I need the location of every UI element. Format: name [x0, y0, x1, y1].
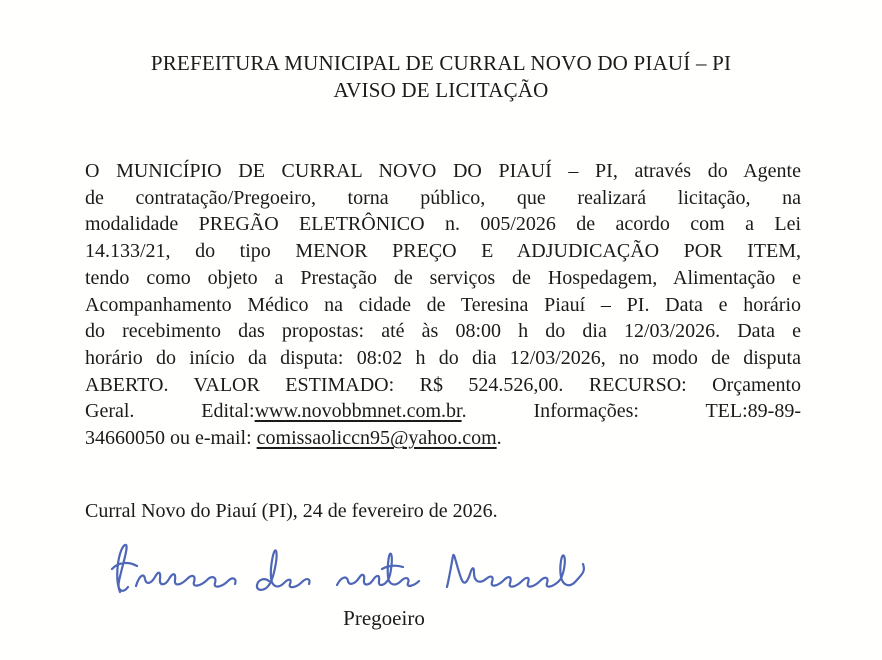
notice-text-segment: . [496, 427, 502, 450]
signer-role-label: Pregoeiro [343, 606, 425, 630]
notice-line [85, 398, 801, 425]
notice-line [85, 238, 801, 265]
edital-url: www.novobbmnet.com.br [254, 400, 462, 423]
signature-handwriting [106, 536, 606, 600]
notice-text-segment: tendo como objeto a Prestação de serviços de Hospedagem, Alimentação e [85, 266, 801, 289]
notice-text-segment: modalidade PREGÃO ELETRÔNICO n. 005/2026 de acordo com a Lei [85, 213, 801, 236]
signature-stroke [447, 555, 584, 587]
notice-text-segment: de contratação/Pregoeiro, torna público, que realizará licitação, na [85, 186, 801, 209]
document-header [46, 50, 836, 104]
notice-line [85, 158, 801, 185]
notice-text-segment: O MUNICÍPIO DE CURRAL NOVO DO PIAUÍ – PI, através do Agente [85, 160, 801, 182]
notice-line [85, 265, 801, 292]
signature-stroke [257, 550, 310, 589]
notice-line [85, 425, 801, 452]
email-address: comissaoliccn95@yahoo.com [256, 427, 497, 450]
notice-text-segment: . Informações: TEL:89-89- [461, 400, 801, 423]
notice-line [85, 372, 801, 399]
notice-line [85, 292, 801, 319]
notice-text-segment: 14.133/21, do tipo MENOR PREÇO E ADJUDICAÇÃO POR ITEM, [85, 240, 801, 263]
signature-stroke [112, 545, 236, 592]
signature-stroke [337, 554, 419, 586]
notice-text-segment: Acompanhamento Médico na cidade de Teresina Piauí – PI. Data e horário [85, 293, 801, 316]
title-line-1: PREFEITURA MUNICIPAL DE CURRAL NOVO DO PIAUÍ – PI [150, 51, 732, 75]
title-line-2: AVISO DE LICITAÇÃO [333, 78, 549, 102]
notice-text-segment: horário do início da disputa: 08:02 h do dia 12/03/2026, no modo de disputa [85, 346, 801, 369]
notice-line [85, 345, 801, 372]
notice-line [85, 318, 801, 345]
date-line: Curral Novo do Piauí (PI), 24 de fevereiro de 2026. [85, 500, 498, 522]
notice-line [85, 185, 801, 212]
notice-text-segment: ABERTO. VALOR ESTIMADO: R$ 524.526,00. RECURSO: Orçamento [85, 373, 801, 396]
notice-text-segment: 34660050 ou e-mail: [85, 427, 257, 450]
notice-text-segment: do recebimento das propostas: até às 08:00 h do dia 12/03/2026. Data e [85, 320, 801, 343]
notice-text-segment: Geral. Edital: [85, 400, 255, 423]
notice-body [85, 158, 801, 452]
notice-line [85, 211, 801, 238]
